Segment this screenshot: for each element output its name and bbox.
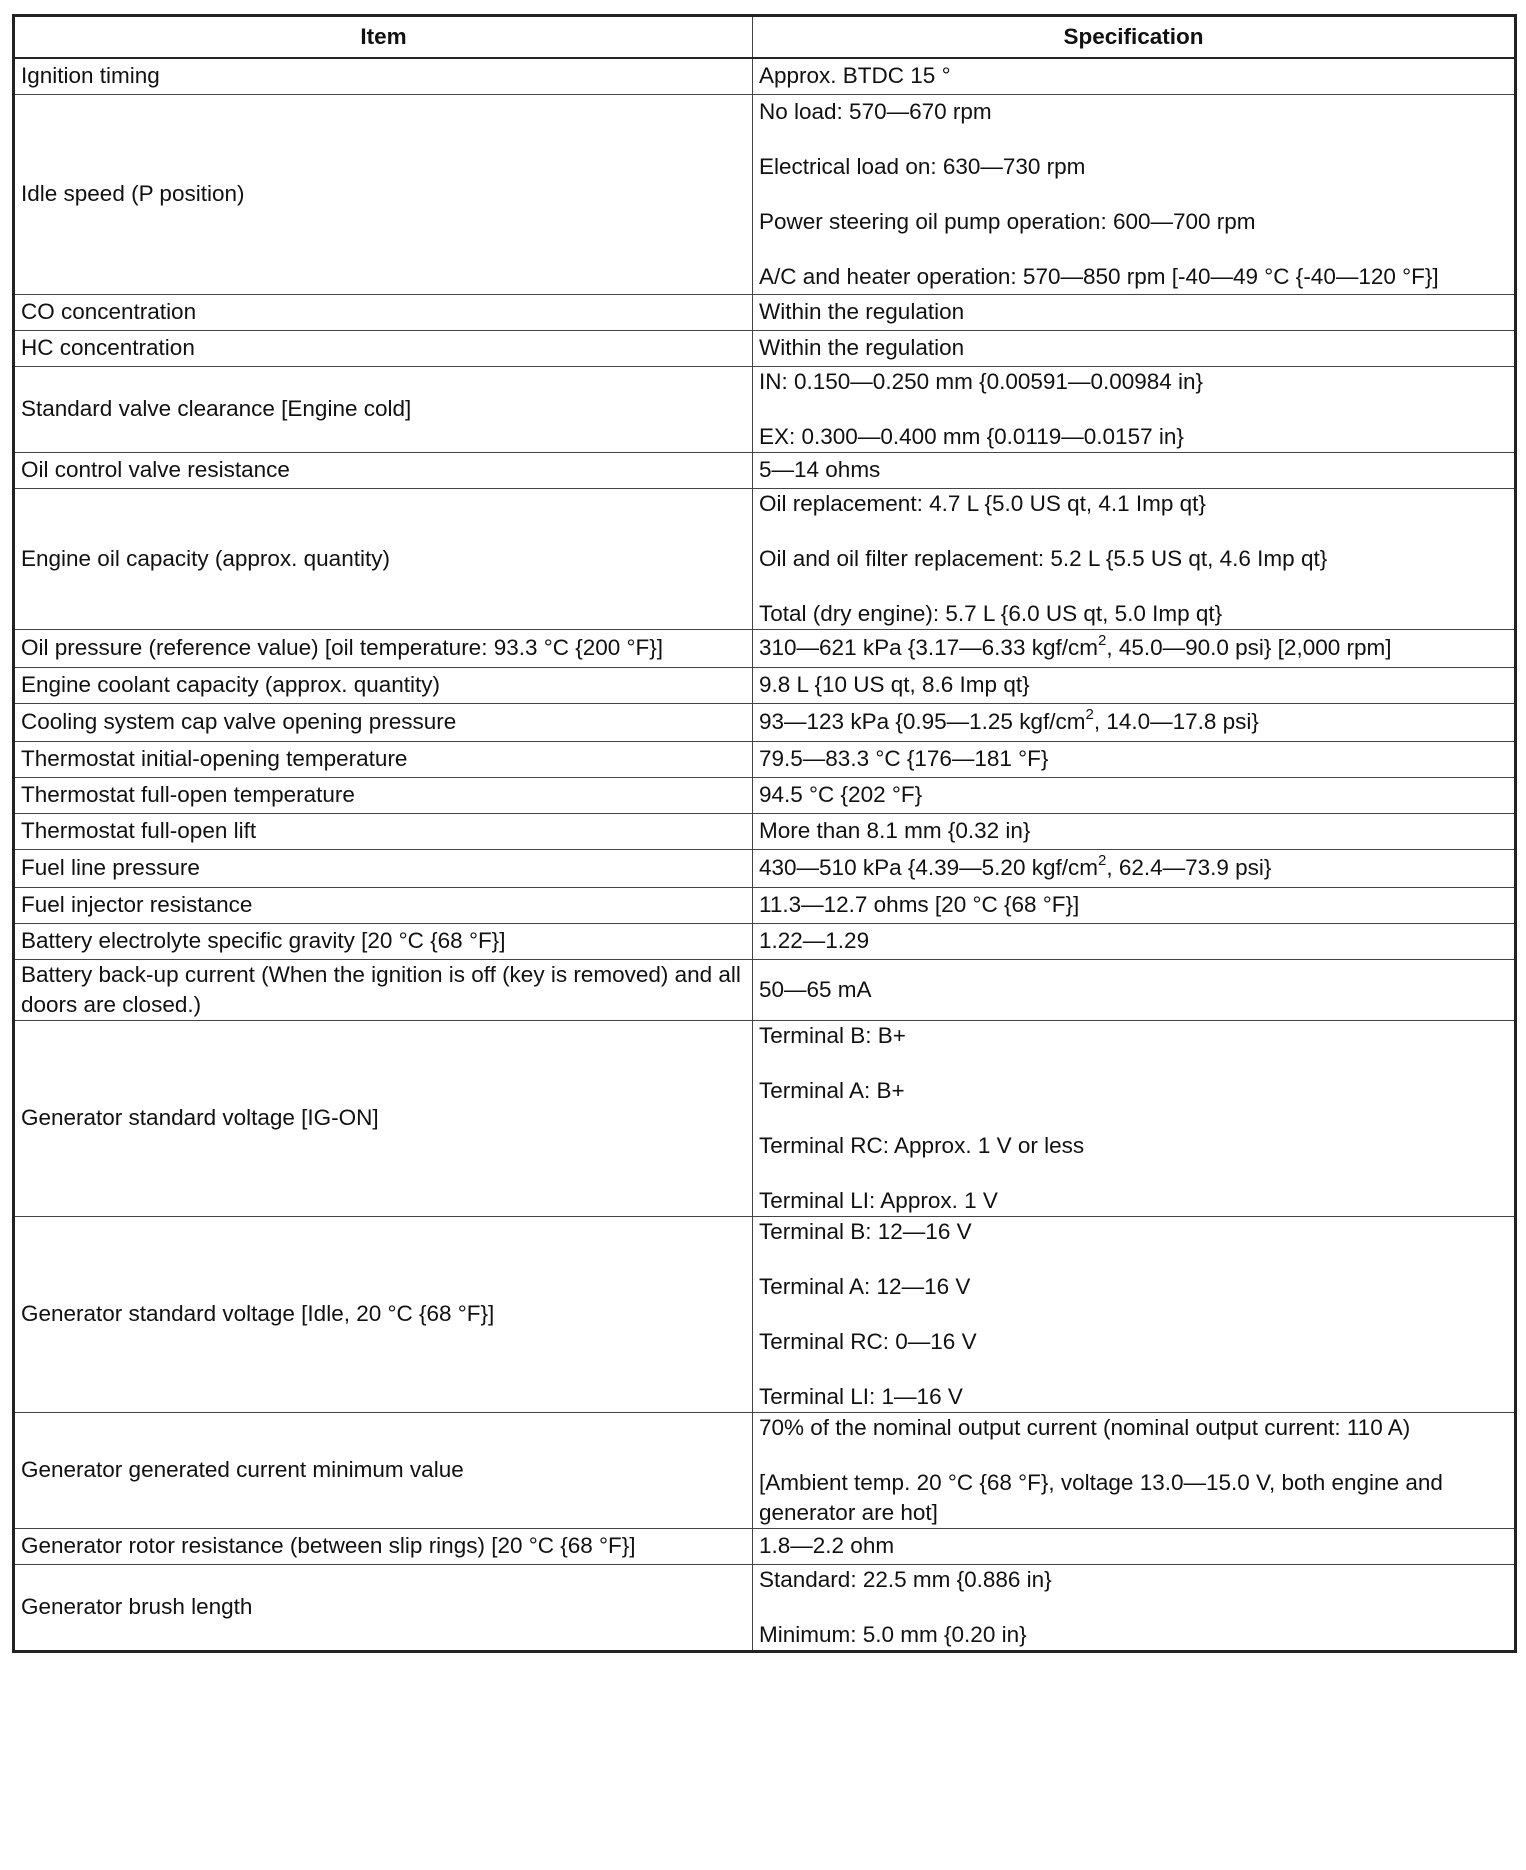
table-row	[14, 452, 1516, 488]
item-cell: Engine oil capacity (approx. quantity)	[14, 488, 753, 629]
specification-cell	[753, 777, 1516, 813]
specification-cell	[753, 488, 1516, 629]
specification-line: Oil and oil filter replacement: 5.2 L {5.5 US qt, 4.6 Imp qt}	[759, 545, 1328, 571]
specification-cell	[753, 452, 1516, 488]
table-row	[14, 488, 1516, 629]
specification-cell	[753, 703, 1516, 741]
specification-line: Terminal LI: Approx. 1 V	[759, 1187, 998, 1213]
table-row	[14, 703, 1516, 741]
item-cell: Thermostat full-open temperature	[14, 777, 753, 813]
specification-cell	[753, 94, 1516, 294]
specification-line: Approx. BTDC 15 °	[759, 63, 951, 89]
specification-line: EX: 0.300—0.400 mm {0.0119—0.0157 in}	[759, 423, 1184, 449]
item-cell: Fuel injector resistance	[14, 887, 753, 923]
specification-cell	[753, 1412, 1516, 1528]
table-row	[14, 1216, 1516, 1412]
specification-cell	[753, 58, 1516, 94]
item-cell: Ignition timing	[14, 58, 753, 94]
specification-line: Total (dry engine): 5.7 L {6.0 US qt, 5.0 Imp qt}	[759, 600, 1223, 626]
item-cell: HC concentration	[14, 330, 753, 366]
specification-cell	[753, 1020, 1516, 1216]
specification-line: 9.8 L {10 US qt, 8.6 Imp qt}	[759, 672, 1030, 697]
specification-cell	[753, 366, 1516, 452]
item-cell: Idle speed (P position)	[14, 94, 753, 294]
table-row	[14, 887, 1516, 923]
superscript-two: 2	[1097, 851, 1107, 869]
specification-line: Terminal B: 12—16 V	[759, 1218, 972, 1244]
item-cell: Thermostat initial-opening temperature	[14, 741, 753, 777]
specification-line: 430—510 kPa {4.39—5.20 kgf/$cm^2$, 62.4—73.9 psi}	[759, 851, 1272, 880]
table-row	[14, 1020, 1516, 1216]
specification-cell	[753, 849, 1516, 887]
specification-line: A/C and heater operation: 570—850 rpm [-40—49 °C {-40—120 °F}]	[759, 263, 1439, 289]
specification-cell	[753, 887, 1516, 923]
specification-line: Electrical load on: 630—730 rpm	[759, 153, 1086, 179]
superscript-two: 2	[1085, 705, 1094, 723]
specification-line: 1.22—1.29	[759, 928, 870, 953]
specification-line: [Ambient temp. 20 °C {68 °F}, voltage 13.0—15.0 V, both engine and generator are hot]	[759, 1469, 1443, 1525]
specification-line: 11.3—12.7 ohms [20 °C {68 °F}]	[759, 892, 1080, 917]
specification-line: Oil replacement: 4.7 L {5.0 US qt, 4.1 Imp qt}	[759, 490, 1206, 516]
table-row	[14, 330, 1516, 366]
item-cell: Oil pressure (reference value) [oil temperature: 93.3 °C {200 °F}]	[14, 629, 753, 667]
item-cell: Battery electrolyte specific gravity [20 °C {68 °F}]	[14, 923, 753, 959]
specification-cell	[753, 1216, 1516, 1412]
item-cell: Standard valve clearance [Engine cold]	[14, 366, 753, 452]
specification-cell	[753, 294, 1516, 330]
table-row	[14, 849, 1516, 887]
specification-cell	[753, 923, 1516, 959]
table-body	[14, 58, 1516, 1651]
item-cell: Generator brush length	[14, 1564, 753, 1651]
spec-sheet	[12, 14, 1514, 1653]
specification-cell	[753, 1528, 1516, 1564]
table-row	[14, 629, 1516, 667]
specification-line: Terminal LI: 1—16 V	[759, 1383, 963, 1409]
table-row	[14, 1528, 1516, 1564]
item-cell: Battery back-up current (When the ignition is off (key is removed) and all doors are closed.)	[14, 959, 753, 1020]
table-row	[14, 294, 1516, 330]
specification-line: Standard: 22.5 mm {0.886 in}	[759, 1566, 1052, 1592]
item-cell: Thermostat full-open lift	[14, 813, 753, 849]
item-cell: Engine coolant capacity (approx. quantity)	[14, 667, 753, 703]
table-row	[14, 923, 1516, 959]
table-row	[14, 366, 1516, 452]
specification-line: Minimum: 5.0 mm {0.20 in}	[759, 1621, 1027, 1647]
column-header-item: Item	[14, 16, 753, 59]
specification-line: Terminal A: B+	[759, 1077, 905, 1103]
item-cell: Generator rotor resistance (between slip rings) [20 °C {68 °F}]	[14, 1528, 753, 1564]
specification-line: 310—621 kPa {3.17—6.33 kgf/$cm^2$, 45.0—90.0 psi} [2,000 rpm]	[759, 631, 1392, 660]
table-row	[14, 813, 1516, 849]
specification-line: Within the regulation	[759, 299, 965, 324]
specification-cell	[753, 629, 1516, 667]
specification-line: More than 8.1 mm {0.32 in}	[759, 818, 1031, 843]
table-row	[14, 959, 1516, 1020]
table-row	[14, 1412, 1516, 1528]
table-header-row	[14, 16, 1516, 59]
item-cell: Cooling system cap valve opening pressure	[14, 703, 753, 741]
specification-line: 50—65 mA	[759, 976, 872, 1002]
specification-line: Terminal RC: 0—16 V	[759, 1328, 977, 1354]
table-row	[14, 777, 1516, 813]
specification-line: 1.8—2.2 ohm	[759, 1533, 895, 1558]
specification-cell	[753, 959, 1516, 1020]
table-row	[14, 1564, 1516, 1651]
table-row	[14, 58, 1516, 94]
table-row	[14, 94, 1516, 294]
specification-line: Terminal RC: Approx. 1 V or less	[759, 1132, 1085, 1158]
specification-line: 5—14 ohms	[759, 457, 881, 482]
item-cell: Generator standard voltage [Idle, 20 °C {68 °F}]	[14, 1216, 753, 1412]
specification-line: Power steering oil pump operation: 600—700 rpm	[759, 208, 1256, 234]
specification-cell	[753, 330, 1516, 366]
specification-line: IN: 0.150—0.250 mm {0.00591—0.00984 in}	[759, 368, 1204, 394]
specification-cell	[753, 813, 1516, 849]
specification-line: No load: 570—670 rpm	[759, 98, 992, 124]
specification-cell	[753, 741, 1516, 777]
specification-cell	[753, 1564, 1516, 1651]
specification-line: 79.5—83.3 °C {176—181 °F}	[759, 746, 1049, 771]
specification-line: 70% of the nominal output current (nominal output current: 110 A)	[759, 1414, 1411, 1440]
table-row	[14, 741, 1516, 777]
specification-cell	[753, 667, 1516, 703]
item-cell: CO concentration	[14, 294, 753, 330]
specification-line: Terminal B: B+	[759, 1022, 906, 1048]
specification-line: 94.5 °C {202 °F}	[759, 782, 923, 807]
table-row	[14, 667, 1516, 703]
specification-line: Within the regulation	[759, 335, 965, 360]
item-cell: Oil control valve resistance	[14, 452, 753, 488]
superscript-two: 2	[1097, 631, 1107, 649]
specification-table	[12, 14, 1517, 1653]
specification-line: Terminal A: 12—16 V	[759, 1273, 971, 1299]
specification-line: 93—123 kPa {0.95—1.25 kgf/$cm^2$, 14.0—17.8 psi}	[759, 705, 1259, 734]
column-header-specification: Specification	[753, 16, 1516, 59]
item-cell: Generator generated current minimum value	[14, 1412, 753, 1528]
item-cell: Generator standard voltage [IG-ON]	[14, 1020, 753, 1216]
item-cell: Fuel line pressure	[14, 849, 753, 887]
